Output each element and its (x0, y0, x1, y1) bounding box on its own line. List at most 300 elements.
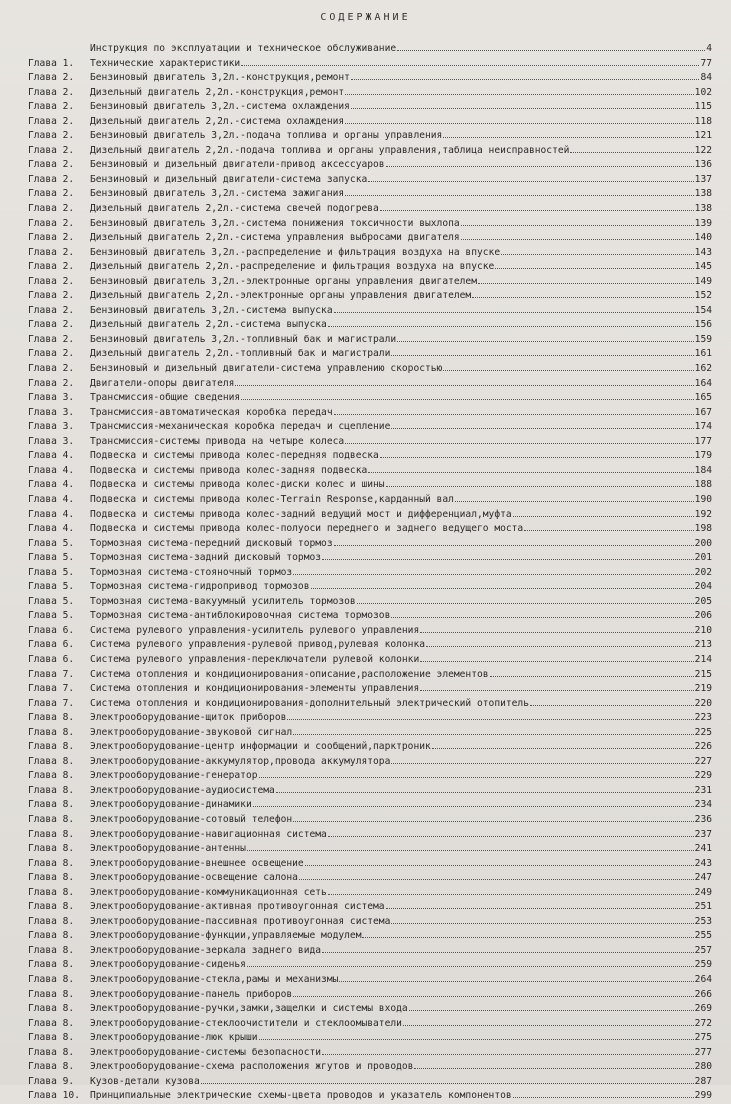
toc-page-number: 165 (694, 392, 712, 404)
toc-title: Система рулевого управления-рулевой привод,рулевая колонка (90, 639, 426, 651)
toc-chapter: Глава 2. (28, 333, 75, 345)
toc-entry (28, 784, 712, 799)
dot-leader (293, 566, 694, 575)
toc-page-number: 229 (694, 770, 712, 782)
toc-entry (28, 1046, 712, 1061)
toc-title: Электрооборудование-активная противоугонная система (90, 901, 385, 913)
toc-page-number: 149 (694, 275, 712, 287)
toc-title: Электрооборудование-центр информации и сообщений,парктроник (90, 741, 431, 753)
toc-page-number: 84 (700, 72, 712, 84)
toc-entry (28, 42, 712, 57)
toc-entry (28, 580, 712, 595)
dot-leader (276, 784, 694, 793)
toc-page-number: 269 (694, 1003, 712, 1015)
toc-chapter: Глава 5. (28, 552, 75, 564)
toc-entry (28, 668, 712, 683)
toc-page-number: 154 (694, 304, 712, 316)
toc-page-number: 231 (694, 784, 712, 796)
toc-page-number: 152 (694, 290, 712, 302)
toc-title: Бензиновый двигатель 3,2л.-система охлаждения (90, 101, 350, 113)
toc-title: Подвеска и системы привода колес-Terrain Response,карданный вал (90, 493, 454, 505)
toc-page-number: 179 (694, 450, 712, 462)
toc-title: Бензиновый и дизельный двигатели-система запуска (90, 173, 368, 185)
dot-leader (345, 187, 694, 196)
toc-chapter: Глава 2. (28, 319, 75, 331)
toc-title: Бензиновый двигатель 3,2л.-система выпуска (90, 304, 333, 316)
toc-page-number: 277 (694, 1046, 712, 1058)
dot-leader (495, 260, 693, 269)
dot-leader (443, 362, 693, 371)
dot-leader (461, 217, 694, 226)
toc-title: Бензиновый и дизельный двигатели-система управлению скоростью (90, 363, 443, 375)
toc-title: Технические характеристики (90, 57, 241, 69)
dot-leader (391, 609, 693, 618)
dot-leader (322, 1046, 694, 1055)
toc-entry (28, 231, 712, 246)
toc-title: Трансмиссия-механическая коробка передач и сцепление (90, 421, 391, 433)
dot-leader (380, 202, 694, 211)
toc-chapter: Глава 5. (28, 581, 75, 593)
toc-chapter: Глава 4. (28, 508, 75, 520)
toc-page-number: 266 (694, 988, 712, 1000)
toc-title: Система отопления и кондиционирования-элементы управления (90, 683, 420, 695)
toc-entry (28, 406, 712, 421)
toc-chapter: Глава 8. (28, 741, 75, 753)
toc-entry (28, 551, 712, 566)
toc-chapter: Глава 2. (28, 246, 75, 258)
toc-chapter: Глава 8. (28, 1003, 75, 1015)
toc-entry (28, 609, 712, 624)
dot-leader (403, 1017, 694, 1026)
dot-leader (328, 886, 694, 895)
toc-title: Тормозная система-гидропривод тормозов (90, 581, 310, 593)
dot-leader (443, 129, 693, 138)
toc-page-number: 167 (694, 406, 712, 418)
toc-page-number: 241 (694, 843, 712, 855)
toc-title: Дизельный двигатель 2,2л.-система выпуска (90, 319, 327, 331)
toc-entry (28, 71, 712, 86)
dot-leader (241, 57, 699, 66)
dot-leader (357, 595, 694, 604)
toc-entry (28, 595, 712, 610)
toc-title: Дизельный двигатель 2,2л.-система управления выбросами двигателя (90, 232, 460, 244)
toc-entry (28, 755, 712, 770)
toc-page-number: 264 (694, 974, 712, 985)
toc-chapter: Глава 2. (28, 290, 75, 302)
toc-title: Тормозная система-передний дисковый тормоз (90, 537, 333, 549)
toc-entry (28, 813, 712, 828)
toc-chapter: Глава 8. (28, 828, 75, 840)
toc-entry (28, 1017, 712, 1032)
toc-entry (28, 478, 712, 493)
page-title: СОДЕРЖАНИЕ (320, 12, 411, 23)
toc-chapter: Глава 8. (28, 799, 75, 811)
toc-chapter: Глава 6. (28, 639, 75, 651)
dot-leader (513, 508, 694, 517)
toc-title: Бензиновый двигатель 3,2л.-распределение и фильтрация воздуха на впуске (90, 246, 501, 258)
toc-title: Электрооборудование-стекла,рамы и механизмы (90, 974, 339, 985)
toc-chapter: Глава 8. (28, 784, 75, 796)
toc-entry (28, 333, 712, 348)
table-of-contents (28, 42, 712, 1104)
dot-leader (241, 391, 693, 400)
toc-chapter: Глава 3. (28, 435, 75, 447)
toc-title: Бензиновый двигатель 3,2л.-конструкция,ремонт (90, 72, 350, 84)
dot-leader (293, 726, 694, 735)
toc-entry (28, 944, 712, 959)
dot-leader (478, 275, 694, 284)
toc-title: Электрооборудование-пассивная противоугонная система (90, 915, 391, 927)
toc-page-number: 215 (694, 668, 712, 680)
toc-entry (28, 449, 712, 464)
toc-page-number: 299 (694, 1090, 712, 1102)
toc-page-number: 200 (694, 537, 712, 549)
dot-leader (368, 173, 693, 182)
toc-entry (28, 246, 712, 261)
toc-entry (28, 115, 712, 130)
toc-chapter: Глава 4. (28, 450, 75, 462)
toc-page-number: 115 (694, 101, 712, 113)
toc-chapter: Глава 8. (28, 1061, 75, 1073)
dot-leader (420, 682, 693, 691)
toc-page-number: 137 (694, 173, 712, 185)
toc-chapter: Глава 2. (28, 72, 75, 84)
toc-chapter: Глава 7. (28, 683, 75, 695)
toc-chapter: Глава 2. (28, 144, 75, 156)
toc-title: Электрооборудование-зеркала заднего вида (90, 944, 322, 956)
toc-chapter: Глава 1. (28, 57, 75, 69)
toc-chapter: Глава 3. (28, 421, 75, 433)
dot-leader (391, 915, 693, 924)
toc-page-number: 226 (694, 741, 712, 753)
toc-page-number: 227 (694, 755, 712, 767)
toc-entry (28, 900, 712, 915)
toc-title: Электрооборудование-освещение салона (90, 872, 298, 884)
toc-title: Электрооборудование-щиток приборов (90, 712, 287, 724)
toc-title: Дизельный двигатель 2,2л.-топливный бак и магистрали (90, 348, 391, 360)
toc-entry (28, 1075, 712, 1090)
toc-page-number: 210 (694, 624, 712, 636)
toc-chapter: Глава 7. (28, 697, 75, 709)
toc-chapter: Глава 6. (28, 653, 75, 665)
toc-entry (28, 915, 712, 930)
toc-page-number: 219 (694, 683, 712, 695)
toc-chapter: Глава 2. (28, 232, 75, 244)
toc-page-number: 225 (694, 726, 712, 738)
toc-chapter: Глава 8. (28, 755, 75, 767)
dot-leader (322, 551, 694, 560)
toc-page-number: 192 (694, 508, 712, 520)
toc-chapter: Глава 8. (28, 944, 75, 956)
toc-title: Электрооборудование-звуковой сигнал (90, 726, 293, 738)
dot-leader (391, 755, 693, 764)
toc-page-number: 259 (694, 959, 712, 971)
dot-leader (397, 42, 705, 51)
toc-title: Электрооборудование-генератор (90, 770, 258, 782)
toc-page-number: 161 (694, 348, 712, 360)
toc-title: Электрооборудование-люк крыши (90, 1032, 258, 1044)
toc-chapter: Глава 8. (28, 813, 75, 825)
toc-title: Подвеска и системы привода колес-диски колес и шины (90, 479, 385, 491)
dot-leader (328, 318, 694, 327)
toc-entry (28, 362, 712, 377)
toc-chapter: Глава 4. (28, 523, 75, 535)
dot-leader (513, 1089, 694, 1098)
toc-title: Электрооборудование-аккумулятор,провода аккумулятора (90, 755, 391, 767)
toc-entry (28, 86, 712, 101)
toc-chapter: Глава 8. (28, 857, 75, 869)
dot-leader (490, 668, 694, 677)
toc-chapter: Глава 2. (28, 159, 75, 171)
dot-leader (455, 493, 694, 502)
toc-chapter: Глава 10. (28, 1090, 80, 1102)
toc-chapter: Глава 2. (28, 377, 75, 389)
toc-title: Двигатели-опоры двигателя (90, 377, 235, 389)
toc-chapter: Глава 9. (28, 1075, 75, 1087)
toc-chapter: Глава 8. (28, 1017, 75, 1029)
toc-page-number: 118 (694, 115, 712, 127)
dot-leader (334, 537, 694, 546)
toc-chapter: Глава 4. (28, 493, 75, 505)
toc-entry (28, 798, 712, 813)
toc-chapter: Глава 6. (28, 624, 75, 636)
toc-entry (28, 929, 712, 944)
toc-page-number: 236 (694, 813, 712, 825)
dot-leader (322, 944, 694, 953)
toc-chapter: Глава 8. (28, 843, 75, 855)
toc-chapter: Глава 7. (28, 668, 75, 680)
toc-title: Дизельный двигатель 2,2л.-система свечей подогрева (90, 203, 379, 215)
toc-chapter: Глава 2. (28, 173, 75, 185)
toc-title: Дизельный двигатель 2,2л.-система охлаждения (90, 115, 345, 127)
toc-title: Система рулевого управления-переключатели рулевой колонки (90, 653, 420, 665)
toc-entry (28, 304, 712, 319)
toc-chapter: Глава 2. (28, 203, 75, 215)
dot-leader (380, 449, 694, 458)
toc-page-number: 204 (694, 581, 712, 593)
toc-chapter: Глава 8. (28, 712, 75, 724)
toc-entry (28, 289, 712, 304)
toc-page-number: 188 (694, 479, 712, 491)
dot-leader (345, 86, 694, 95)
dot-leader (530, 697, 694, 706)
toc-title: Электрооборудование-стеклоочистители и стеклоомыватели (90, 1017, 402, 1029)
toc-entry (28, 435, 712, 450)
toc-page-number: 287 (694, 1075, 712, 1087)
toc-page-number: 275 (694, 1032, 712, 1044)
dot-leader (351, 100, 694, 109)
toc-title: Трансмиссия-автоматическая коробка передач (90, 406, 333, 418)
toc-chapter: Глава 5. (28, 537, 75, 549)
toc-page-number: 136 (694, 159, 712, 171)
toc-page-number: 220 (694, 697, 712, 709)
dot-leader (501, 246, 694, 255)
dot-leader (299, 871, 694, 880)
toc-chapter: Глава 3. (28, 392, 75, 404)
dot-leader (293, 813, 694, 822)
toc-page-number: 198 (694, 523, 712, 535)
toc-page-number: 138 (694, 188, 712, 200)
toc-chapter: Глава 8. (28, 770, 75, 782)
toc-page-number: 177 (694, 435, 712, 447)
toc-entry (28, 522, 712, 537)
toc-entry (28, 842, 712, 857)
toc-chapter: Глава 2. (28, 115, 75, 127)
toc-chapter: Глава 2. (28, 275, 75, 287)
toc-page-number: 253 (694, 915, 712, 927)
toc-entry (28, 711, 712, 726)
toc-chapter: Глава 8. (28, 930, 75, 942)
toc-title: Система отопления и кондиционирования-дополнительный электрический отопитель (90, 697, 529, 709)
toc-chapter: Глава 2. (28, 188, 75, 200)
toc-chapter: Глава 5. (28, 595, 75, 607)
toc-entry (28, 275, 712, 290)
toc-title: Бензиновый двигатель 3,2л.-система зажигания (90, 188, 345, 200)
toc-title: Электрооборудование-сотовый телефон (90, 813, 293, 825)
toc-page-number: 139 (694, 217, 712, 229)
toc-entry (28, 202, 712, 217)
toc-entry (28, 100, 712, 115)
dot-leader (259, 1031, 694, 1040)
toc-page-number: 138 (694, 203, 712, 215)
toc-chapter: Глава 8. (28, 872, 75, 884)
toc-title: Электрооборудование-панель приборов (90, 988, 293, 1000)
toc-title: Электрооборудование-навигационная система (90, 828, 327, 840)
toc-title: Дизельный двигатель 2,2л.-подача топлива и органы управления,таблица неисправностей (90, 144, 570, 156)
toc-entry (28, 988, 712, 1003)
toc-entry (28, 57, 712, 72)
toc-entry (28, 493, 712, 508)
toc-title: Бензиновый и дизельный двигатели-привод аксессуаров (90, 159, 385, 171)
toc-title: Бензиновый двигатель 3,2л.-топливный бак и магистрали (90, 333, 397, 345)
toc-title: Электрооборудование-антенны (90, 843, 246, 855)
toc-title: Тормозная система-вакуумный усилитель тормозов (90, 595, 356, 607)
toc-page-number: 174 (694, 421, 712, 433)
toc-page-number: 272 (694, 1017, 712, 1029)
toc-entry (28, 173, 712, 188)
toc-title: Тормозная система-стояночный тормоз (90, 566, 293, 578)
toc-page-number: 4 (706, 43, 712, 54)
dot-leader (368, 464, 693, 473)
toc-title: Тормозная система-антиблокировочная система тормозов (90, 610, 391, 622)
toc-page-number: 205 (694, 595, 712, 607)
toc-page-number: 202 (694, 566, 712, 578)
toc-title: Тормозная система-задний дисковый тормоз (90, 552, 322, 564)
toc-page-number: 143 (694, 246, 712, 258)
toc-page-number: 121 (694, 130, 712, 142)
toc-entry (28, 740, 712, 755)
dot-leader (311, 580, 694, 589)
toc-entry (28, 697, 712, 712)
toc-chapter: Глава 3. (28, 406, 75, 418)
toc-entry (28, 1089, 712, 1104)
toc-chapter: Глава 2. (28, 101, 75, 113)
dot-leader (334, 406, 694, 415)
toc-chapter: Глава 8. (28, 915, 75, 927)
toc-title: Электрооборудование-схема расположения жгутов и проводов (90, 1061, 414, 1073)
toc-title: Принципиальные электрические схемы-цвета проводов и указатель компонентов (90, 1090, 512, 1102)
toc-title: Система рулевого управления-усилитель рулевого управления (90, 624, 420, 636)
toc-page-number: 234 (694, 799, 712, 811)
toc-entry (28, 144, 712, 159)
toc-title: Система отопления и кондиционирования-описание,расположение элементов (90, 668, 489, 680)
toc-page-number: 251 (694, 901, 712, 913)
dot-leader (386, 900, 694, 909)
toc-page-number: 102 (694, 86, 712, 98)
toc-title: Дизельный двигатель 2,2л.-электронные органы управления двигателем (90, 290, 472, 302)
toc-entry (28, 377, 712, 392)
toc-page-number: 243 (694, 857, 712, 869)
dot-leader (339, 973, 693, 982)
dot-leader (345, 435, 694, 444)
toc-title: Электрооборудование-системы безопасности (90, 1046, 322, 1058)
toc-entry (28, 508, 712, 523)
toc-entry (28, 129, 712, 144)
toc-chapter: Глава 2. (28, 86, 75, 98)
toc-chapter: Глава 4. (28, 479, 75, 491)
toc-title: Электрооборудование-сиденья (90, 959, 246, 971)
dot-leader (247, 842, 694, 851)
toc-chapter: Глава 8. (28, 959, 75, 971)
dot-leader (461, 231, 694, 240)
toc-title: Дизельный двигатель 2,2л.-конструкция,ремонт (90, 86, 345, 98)
toc-page-number: 156 (694, 319, 712, 331)
dot-leader (305, 857, 694, 866)
toc-entry (28, 828, 712, 843)
toc-entry (28, 347, 712, 362)
toc-chapter: Глава 2. (28, 348, 75, 360)
toc-entry (28, 391, 712, 406)
toc-title: Электрооборудование-ручки,замки,защелки и системы входа (90, 1003, 408, 1015)
toc-chapter: Глава 2. (28, 363, 75, 375)
dot-leader (235, 377, 693, 386)
toc-entry (28, 566, 712, 581)
toc-page-number: 164 (694, 377, 712, 389)
dot-leader (293, 988, 694, 997)
toc-entry (28, 958, 712, 973)
toc-title: Дизельный двигатель 2,2л.-распределение и фильтрация воздуха на впуске (90, 261, 495, 273)
toc-entry (28, 158, 712, 173)
toc-page-number: 77 (700, 57, 712, 69)
toc-page-number: 184 (694, 464, 712, 476)
toc-chapter: Глава 8. (28, 988, 75, 1000)
toc-page-number: 214 (694, 653, 712, 665)
dot-leader (201, 1075, 694, 1084)
toc-chapter: Глава 8. (28, 974, 75, 985)
toc-title: Электрооборудование-внешнее освещение (90, 857, 304, 869)
toc-chapter: Глава 8. (28, 901, 75, 913)
dot-leader (247, 958, 694, 967)
toc-page-number: 280 (694, 1061, 712, 1073)
dot-leader (570, 144, 693, 153)
dot-leader (253, 798, 694, 807)
toc-title: Подвеска и системы привода колес-задний ведущий мост и дифференциал,муфта (90, 508, 512, 520)
dot-leader (524, 522, 693, 531)
toc-page-number: 213 (694, 639, 712, 651)
toc-entry (28, 537, 712, 552)
dot-leader (351, 71, 700, 80)
dot-leader (386, 478, 694, 487)
toc-chapter: Глава 2. (28, 130, 75, 142)
toc-entry (28, 857, 712, 872)
toc-page-number: 162 (694, 363, 712, 375)
toc-title: Подвеска и системы привода колес-полуоси переднего и заднего ведущего моста (90, 523, 524, 535)
toc-chapter: Глава 2. (28, 304, 75, 316)
dot-leader (386, 158, 694, 167)
toc-entry (28, 217, 712, 232)
toc-chapter: Глава 8. (28, 1046, 75, 1058)
toc-entry (28, 1060, 712, 1075)
